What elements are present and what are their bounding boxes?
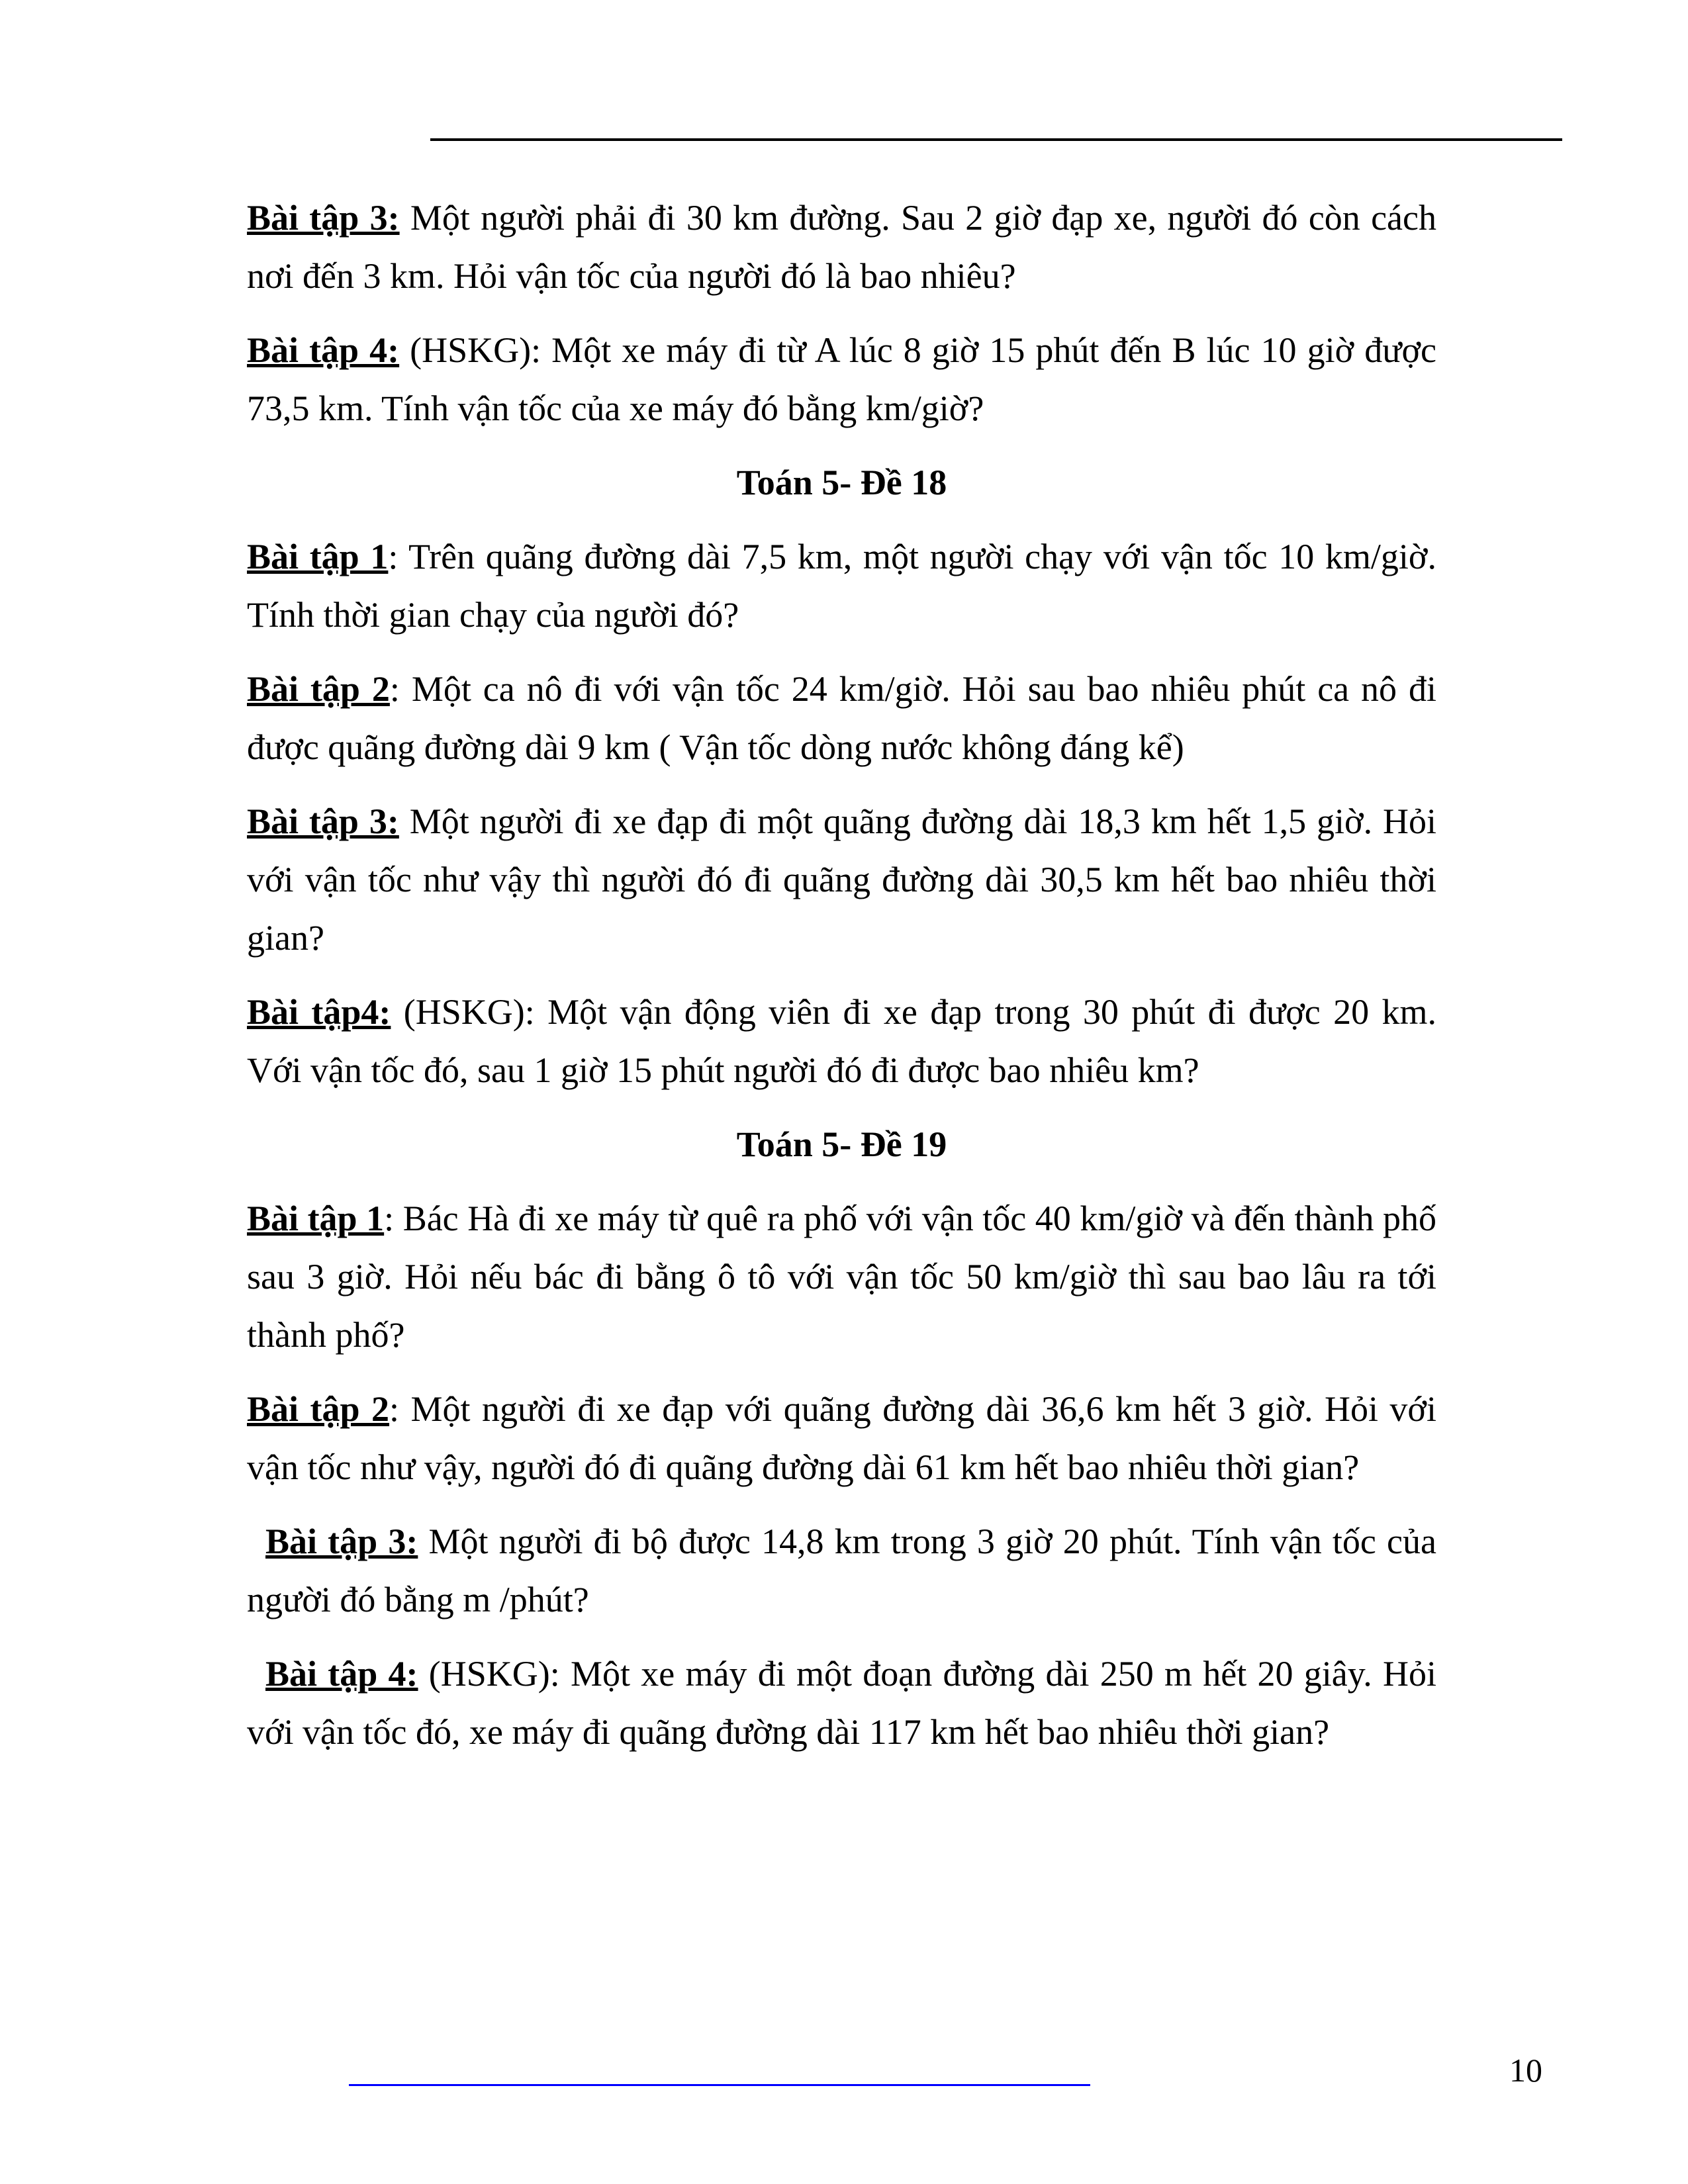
exercise-paragraph — [247, 1189, 1436, 1364]
exercise-text: : Một ca nô đi với vận tốc 24 km/giờ. Hỏi sau bao nhiêu phút ca nô đi được quãng đường dài 9 km ( Vận tốc dòng nước không đáng kể) — [247, 669, 1436, 767]
exercise-label: Bài tập 3: — [265, 1522, 418, 1561]
exercise-paragraph — [247, 189, 1436, 305]
page-number: 10 — [1509, 2052, 1542, 2089]
exercise-label: Bài tập 3: — [247, 801, 399, 841]
exercise-text: (HSKG): Một xe máy đi từ A lúc 8 giờ 15 phút đến B lúc 10 giờ được 73,5 km. Tính vận tốc của xe máy đó bằng km/giờ? — [247, 330, 1436, 428]
exercise-text: Một người phải đi 30 km đường. Sau 2 giờ đạp xe, người đó còn cách nơi đến 3 km. Hỏi vận tốc của người đó là bao nhiêu? — [247, 198, 1436, 296]
exercise-text: (HSKG): Một vận động viên đi xe đạp trong 30 phút đi được 20 km. Với vận tốc đó, sau 1 giờ 15 phút người đó đi được bao nhiêu km? — [247, 992, 1436, 1090]
exercise-paragraph — [247, 1645, 1436, 1761]
exercise-paragraph — [247, 527, 1436, 644]
exercise-paragraph — [247, 983, 1436, 1099]
exercise-paragraph — [247, 321, 1436, 437]
exercise-paragraph — [247, 1512, 1436, 1629]
section-heading: Toán 5- Đề 19 — [736, 1124, 947, 1164]
header-rule — [430, 138, 1562, 141]
exercise-paragraph — [247, 660, 1436, 776]
exercise-label: Bài tập 1 — [247, 537, 389, 576]
exercise-label: Bài tập4: — [247, 992, 391, 1032]
exercise-text: : Trên quãng đường dài 7,5 km, một người chạy với vận tốc 10 km/giờ. Tính thời gian chạy của người đó? — [247, 537, 1436, 635]
exercise-text: : Bác Hà đi xe máy từ quê ra phố với vận tốc 40 km/giờ và đến thành phố sau 3 giờ. Hỏi nếu bác đi bằng ô tô với vận tốc 50 km/giờ thì sau bao lâu ra tới thành phố? — [247, 1199, 1436, 1355]
section-heading: Toán 5- Đề 18 — [736, 463, 947, 502]
exercise-text: Một người đi xe đạp đi một quãng đường dài 18,3 km hết 1,5 giờ. Hỏi với vận tốc như vậy thì người đó đi quãng đường dài 30,5 km hết bao nhiêu thời gian? — [247, 801, 1436, 958]
exercise-label: Bài tập 3: — [247, 198, 400, 238]
exercise-label: Bài tập 2 — [247, 669, 390, 709]
exercise-label: Bài tập 4: — [247, 330, 400, 370]
exercise-text: Một người đi bộ được 14,8 km trong 3 giờ 20 phút. Tính vận tốc của người đó bằng m /phút? — [247, 1522, 1436, 1619]
exercise-paragraph — [247, 1380, 1436, 1496]
exercise-text: : Một người đi xe đạp với quãng đường dài 36,6 km hết 3 giờ. Hỏi với vận tốc như vậy, người đó đi quãng đường dài 61 km hết bao nhiêu thời gian? — [247, 1389, 1436, 1487]
exercise-label: Bài tập 4: — [265, 1654, 418, 1694]
page-content — [247, 189, 1436, 1777]
footer-rule — [349, 2084, 1090, 2086]
exercise-label: Bài tập 1 — [247, 1199, 385, 1238]
exercise-text: (HSKG): Một xe máy đi một đoạn đường dài 250 m hết 20 giây. Hỏi với vận tốc đó, xe máy đi quãng đường dài 117 km hết bao nhiêu thời gian? — [247, 1654, 1436, 1752]
exercise-label: Bài tập 2 — [247, 1389, 390, 1429]
exercise-paragraph — [247, 792, 1436, 967]
